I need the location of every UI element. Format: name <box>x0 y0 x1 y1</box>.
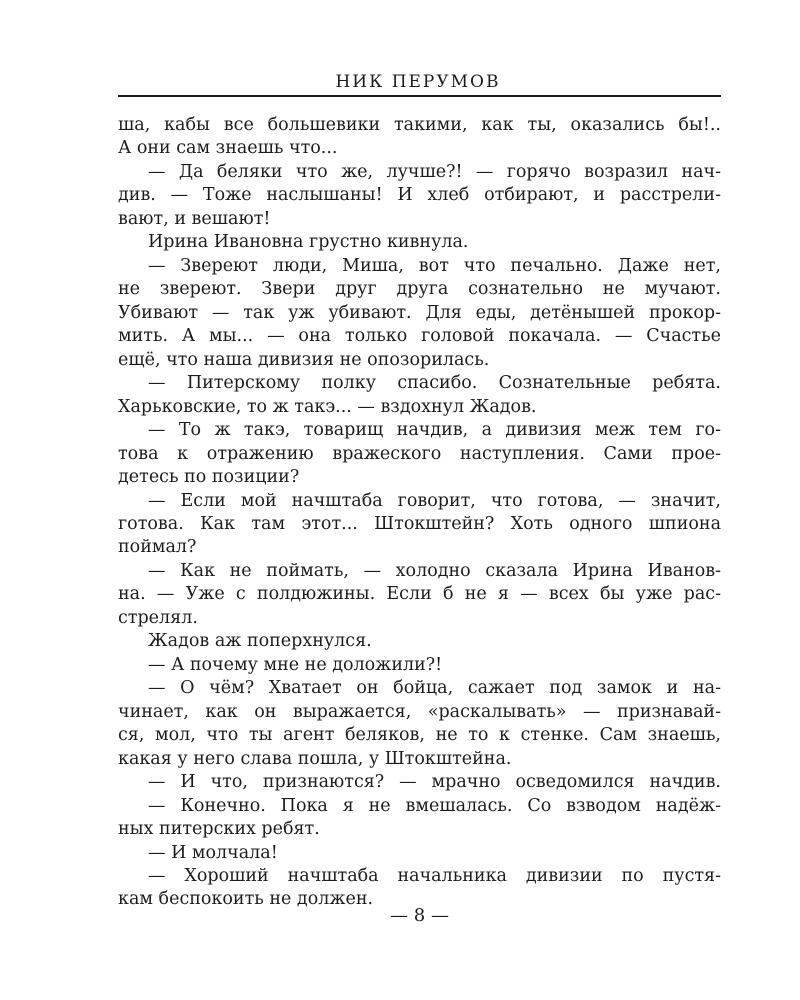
text-line: — Звереют люди, Миша, вот что печально. Даже нет, <box>148 255 721 276</box>
text-line: — Хороший начштаба начальника дивизии по пустя- <box>148 866 721 886</box>
text-line: Жадов аж поперхнулся. <box>148 631 372 652</box>
text-line: ных питерских ребят. <box>118 819 320 840</box>
text-line: — Питерскому полку спасибо. Сознательные ребята. <box>148 373 721 394</box>
text-line: какая у него слава пошла, у Штокштейна. <box>118 748 512 769</box>
text-line: — Конечно. Пока я не вмешалась. Со взводом надёж- <box>148 795 721 816</box>
text-body <box>118 114 721 912</box>
text-line: чинает, как он выражается, «раскалывать» — признавай- <box>118 701 721 722</box>
text-line: — Как не поймать, — холодно сказала Ирина Иванов- <box>148 560 721 581</box>
text-line: див. — Тоже наслышаны! И хлеб отбирают, и расстрели- <box>118 185 721 206</box>
text-line: готова. Как там этот... Штокштейн? Хоть одного шпиона <box>118 513 721 534</box>
text-line: поймал? <box>118 537 197 558</box>
text-line: на. — Уже с полдюжины. Если б не я — всех бы уже рас- <box>118 584 721 605</box>
header-rule <box>118 95 721 97</box>
text-line: кам беспокоить не должен. <box>118 889 374 910</box>
text-line: стрелял. <box>118 607 198 628</box>
text-line: Убивают — так уж убивают. Для еды, детёнышей прокор- <box>118 302 721 323</box>
text-line: — Если мой начштаба говорит, что готова, — значит, <box>148 490 721 511</box>
text-line: — Да беляки что же, лучше?! — горячо возразил нач- <box>148 161 721 182</box>
text-line: мить. А мы... — она только головой покачала. — Счастье <box>118 326 721 347</box>
text-line: ша, кабы все большевики такими, как ты, оказались бы!.. <box>118 115 721 135</box>
text-line: — А почему мне не доложили?! <box>148 654 443 675</box>
text-line: не звереют. Звери друг друга сознательно не мучают. <box>118 279 721 300</box>
page-number: — 8 — <box>390 905 449 926</box>
text-line: ещё, что наша дивизия не опозорилась. <box>118 349 490 370</box>
text-line: ся, мол, что ты агент беляков, не то к стенке. Сам знаешь, <box>118 725 721 746</box>
text-line: Харьковские, то ж такэ... — вздохнул Жадов. <box>118 396 537 417</box>
text-line: детесь по позиции? <box>118 467 300 488</box>
text-line: вают, и вешают! <box>118 208 271 229</box>
text-line: — И что, признаются? — мрачно осведомился начдив. <box>148 772 721 793</box>
text-line: — И молчала! <box>148 842 278 863</box>
text-line: — О чём? Хватает он бойца, сажает под замок и на- <box>148 678 721 699</box>
text-line: това к отражению вражеского наступления. Сами прое- <box>118 443 721 464</box>
text-line: Ирина Ивановна грустно кивнула. <box>148 232 469 253</box>
running-header: НИК ПЕРУМОВ <box>335 72 501 92</box>
text-line: — То ж такэ, товарищ начдив, а дивизия меж тем го- <box>148 420 721 441</box>
text-line: А они сам знаешь что... <box>118 138 338 159</box>
